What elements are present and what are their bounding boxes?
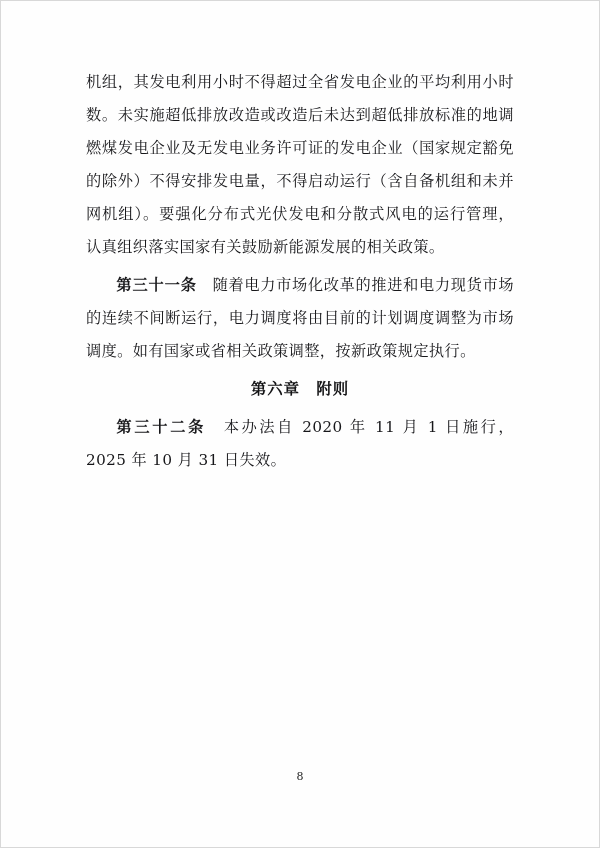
article-32-text: 本办法自 2020 年 11 月 1 日施行， 2025 年 10 月 31 日失效。 [86,418,514,469]
paragraph-continuation: 机组，其发电利用小时不得超过全省发电企业的平均利用小时数。未实施超低排放改造或改造后未达到超低排放标准的地调燃煤发电企业及无发电业务许可证的发电企业（国家规定豁免的除外）不得安排发电量，不得启动运行（含自备机组和未并网机组）。要强化分布式光伏发电和分散式风电的运行管理，认真组织落实国家有关鼓励新能源发展的相关政策。 [86,73,514,256]
article-32-label: 第三十二条 [116,418,207,436]
article-32 [86,411,514,477]
article-31 [86,269,514,368]
chapter-heading-6: 第六章 附则 [250,380,350,398]
article-31-label: 第三十一条 [116,276,197,294]
page-content [86,66,514,477]
page-number: 8 [296,770,304,783]
article-31-text: 随着电力市场化改革的推进和电力现货市场的连续不间断运行，电力调度将由目前的计划调度调整为市场调度。如有国家或省相关政策调整，按新政策规定执行。 [86,276,515,360]
